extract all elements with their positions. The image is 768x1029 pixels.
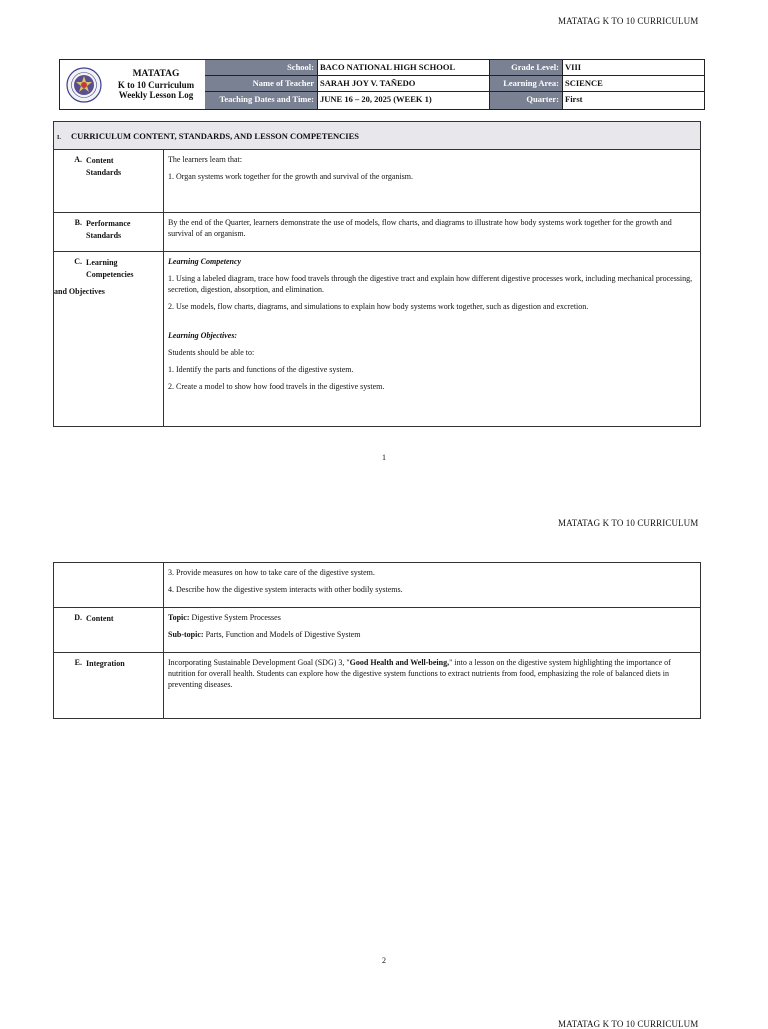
- empty-label-cell: [54, 563, 164, 608]
- content-row: [54, 608, 701, 653]
- subtopic-label: Sub-topic:: [168, 630, 204, 639]
- label-line: Competencies: [86, 270, 134, 279]
- logo-cell: [60, 60, 206, 109]
- competencies-row: [54, 252, 701, 427]
- school-value: BACO NATIONAL HIGH SCHOOL: [320, 62, 456, 72]
- paragraph: 4. Describe how the digestive system interacts with other bodily systems.: [168, 585, 403, 594]
- brand-line-3: Weekly Lesson Log: [118, 90, 194, 100]
- brand-title: [108, 69, 204, 101]
- paragraph: The learners learn that:: [168, 155, 242, 164]
- dates-value: JUNE 16 – 20, 2025 (WEEK 1): [320, 94, 432, 104]
- content-label: [54, 608, 164, 653]
- paragraph: 3. Provide measures on how to take care of the digestive system.: [168, 568, 375, 577]
- teacher-value: SARAH JOY V. TAÑEDO: [320, 78, 416, 88]
- competencies-label: [54, 252, 164, 427]
- paragraph: Students should be able to:: [168, 348, 255, 357]
- performance-standards-row: [54, 213, 701, 252]
- performance-standards-label: [54, 213, 164, 252]
- paragraph: 1. Using a labeled diagram, trace how food travels through the digestive tract and explain how different digestive processes work, including mechanical processing, secretion, digestion, absorption, and elimination.: [168, 274, 693, 294]
- learning-area-value: SCIENCE: [565, 78, 603, 88]
- paragraph: 1. Identify the parts and functions of the digestive system.: [168, 365, 354, 374]
- performance-standards-text: [164, 213, 701, 252]
- quarter-label: Quarter:: [489, 92, 562, 109]
- teacher-label: Name of Teacher: [205, 76, 317, 91]
- label-line: Content: [86, 156, 114, 165]
- row-letter: A.: [74, 155, 82, 164]
- integration-text: [164, 653, 701, 719]
- row-letter: B.: [74, 218, 82, 227]
- header-row-teacher: [205, 76, 705, 92]
- section-header: [54, 122, 701, 150]
- brand-line-1: MATATAG: [132, 69, 180, 79]
- competency-heading: Learning Competency: [168, 257, 242, 266]
- subtopic-value: Parts, Function and Models of Digestive System: [203, 630, 361, 639]
- quarter-value: First: [565, 94, 583, 104]
- section-header-row: [54, 122, 701, 150]
- objectives-heading: Learning Objectives:: [168, 331, 238, 340]
- text-run: Incorporating Sustainable Development Goal (SDG) 3, ": [168, 658, 350, 667]
- deped-seal-icon: [66, 67, 102, 103]
- running-head: MATATAG K TO 10 CURRICULUM: [558, 16, 699, 26]
- paragraph: By the end of the Quarter, learners demonstrate the use of models, flow charts, and diagrams to illustrate how body systems work together for the growth and survival of an organism.: [168, 218, 672, 238]
- learning-area-label: Learning Area:: [489, 76, 562, 91]
- content-text: [164, 608, 701, 653]
- divider: [562, 60, 563, 109]
- label-line: Standards: [86, 231, 122, 240]
- competencies-text: [164, 252, 701, 427]
- content-standards-row: [54, 150, 701, 213]
- page-number: 2: [382, 956, 386, 965]
- label-line: Learning: [86, 258, 118, 267]
- label-line: Standards: [86, 168, 122, 177]
- content-standards-label: [54, 150, 164, 213]
- lesson-log-header: [59, 59, 705, 110]
- curriculum-table: [53, 121, 701, 427]
- curriculum-table-continued: [53, 562, 701, 719]
- text-run: " into a lesson on the digestive system highlighting the importance of nutrition for overall health. Students can explore how the digestive system functions to extract nutrients from food, emphasizing the role of balanced diets in preventing diseases.: [168, 658, 671, 689]
- running-head: MATATAG K TO 10 CURRICULUM: [558, 518, 699, 528]
- row-letter: D.: [74, 613, 82, 622]
- page-number: 1: [382, 453, 386, 462]
- row-letter: E.: [74, 658, 82, 667]
- paragraph: 2. Use models, flow charts, diagrams, and simulations to explain how body systems work together, such as digestion and excretion.: [168, 302, 589, 311]
- topic-value: Digestive System Processes: [189, 613, 281, 622]
- dates-label: Teaching Dates and Time:: [205, 92, 317, 109]
- label-line: Performance: [86, 219, 131, 228]
- sdg-name: Good Health and Well-being,: [349, 658, 450, 667]
- label-line: and Objectives: [54, 287, 105, 296]
- objectives-continued-text: [164, 563, 701, 608]
- label-line: Content: [86, 614, 114, 623]
- grade-value: VIII: [565, 62, 582, 72]
- header-info-grid: [205, 60, 705, 109]
- label-line: Integration: [86, 659, 125, 668]
- topic-label: Topic:: [168, 613, 190, 622]
- header-row-school: [205, 60, 705, 76]
- running-head: MATATAG K TO 10 CURRICULUM: [558, 1019, 699, 1029]
- school-label: School:: [205, 60, 317, 75]
- integration-row: [54, 653, 701, 719]
- content-standards-text: [164, 150, 701, 213]
- brand-line-2: K to 10 Curriculum: [117, 79, 195, 90]
- row-letter: C.: [74, 257, 82, 266]
- section-number: I.: [57, 134, 61, 141]
- header-row-dates: [205, 92, 705, 109]
- section-title: CURRICULUM CONTENT, STANDARDS, AND LESSON COMPETENCIES: [71, 130, 360, 141]
- integration-label: [54, 653, 164, 719]
- divider: [489, 60, 490, 109]
- paragraph: 1. Organ systems work together for the growth and survival of the organism.: [168, 172, 413, 181]
- paragraph: 2. Create a model to show how food travels in the digestive system.: [168, 382, 385, 391]
- divider: [317, 60, 318, 109]
- grade-label: Grade Level:: [489, 60, 562, 75]
- objectives-continued-row: [54, 563, 701, 608]
